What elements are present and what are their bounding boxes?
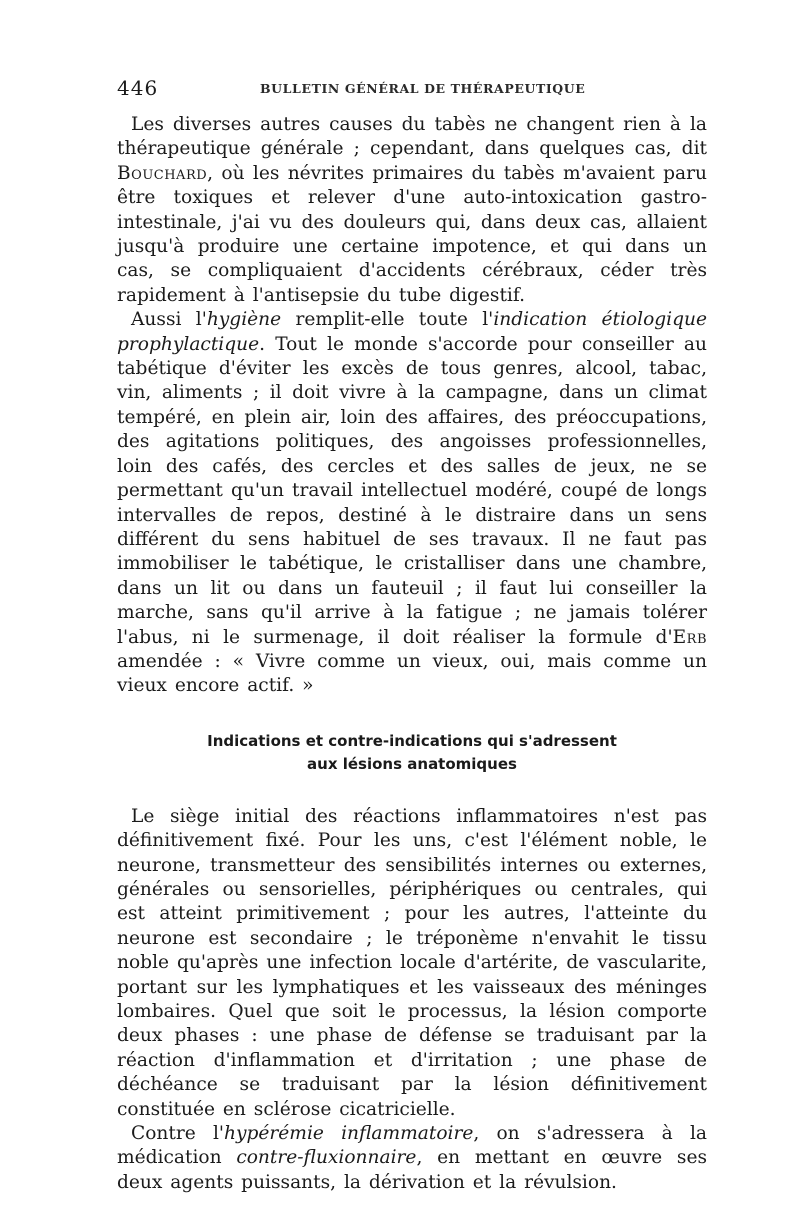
paragraph-text: Les diverses autres causes du tabès ne changent rien à la thérapeutique générale ; cependant, dans quelques cas, dit — [117, 114, 707, 160]
section-heading — [117, 730, 707, 776]
italic-term: indication étiologique prophylactique — [117, 309, 707, 355]
italic-term: contre-fluxionnaire — [236, 1147, 417, 1169]
italic-term: hypérémie inflammatoire — [224, 1123, 474, 1145]
paragraph-hygiene — [117, 308, 707, 699]
section-heading-line: aux lésions anatomiques — [307, 754, 517, 773]
italic-term: hygiène — [206, 309, 282, 331]
paragraph-text: , où les névrites primaires du tabès m'avaient paru être toxiques et relever d'une auto-intoxication gastro-intestinale, j'ai vu des douleurs qui, dans deux cas, allaient jusqu'à produire une certaine impotence, et qui dans un cas, se compliquaient d'accidents cérébraux, céder très rapidement à l'antisepsie du tube digestif. — [117, 162, 707, 306]
paragraph-hyperemie — [117, 1122, 707, 1195]
paragraph-text: , en mettant en œuvre ses deux agents puissants, la dérivation et la révulsion. — [117, 1147, 707, 1193]
author-name-bouchard: Bouchard — [117, 162, 208, 184]
page-number: 446 — [117, 76, 159, 100]
paragraph-lesions: Le siège initial des réactions inflammatoires n'est pas définitivement fixé. Pour les uns, c'est l'élément noble, le neurone, transmetteur des sensibilités internes ou externes, générales ou sensorielles, périphériques ou centrales, qui est atteint primitivement ; pour les autres, l'atteinte du neurone est secondaire ; le tréponème n'envahit le tissu noble qu'après une infection locale d'artérite, de vascularite, portant sur les lymphatiques et les vaisseaux des méninges lombaires. Quel que soit le processus, la lésion comporte deux phases : une phase de défense se traduisant par la réaction d'inflammation et d'irritation ; une phase de déchéance se traduisant par la lésion définitivement constituée en sclérose cicatricielle. — [117, 805, 707, 1120]
paragraph-bouchard — [117, 113, 707, 308]
paragraph-text: Contre l' — [131, 1123, 225, 1145]
paragraph-text: , on s'adressera à la médication — [117, 1123, 707, 1169]
page-header — [117, 76, 707, 100]
paragraph-text: Aussi l' — [131, 309, 207, 331]
section-heading-line: Indications et contre-indications qui s'adressent — [207, 731, 617, 750]
paragraph-text: remplit-elle toute l' — [281, 309, 494, 331]
author-name-erb: Erb — [672, 626, 707, 648]
running-title: BULLETIN GÉNÉRAL DE THÉRAPEUTIQUE — [260, 81, 586, 96]
page-body — [117, 113, 707, 1195]
paragraph-text: amendée : « Vivre comme un vieux, oui, mais comme un vieux encore actif. » — [117, 650, 707, 697]
paragraph-text: . Tout le monde s'accorde pour conseiller au tabétique d'éviter les excès de tous genres, alcool, tabac, vin, aliments ; il doit vivre à la campagne, dans un climat tempéré, en plein air, loin des affaires, des préoccupations, des agitations politiques, des angoisses professionnelles, loin des cafés, des cercles et des salles de jeux, ne se permettant qu'un travail intellectuel modéré, coupé de longs intervalles de repos, destiné à le distraire dans un sens différent du sens habituel de ses travaux. Il ne faut pas immobiliser le tabétique, le cristalliser dans une chambre, dans un lit ou dans un fauteuil ; il faut lui conseiller la marche, sans qu'il arrive à la fatigue ; ne jamais tolérer l'abus, ni le surmenage, il doit réaliser la formule d' — [117, 333, 707, 648]
